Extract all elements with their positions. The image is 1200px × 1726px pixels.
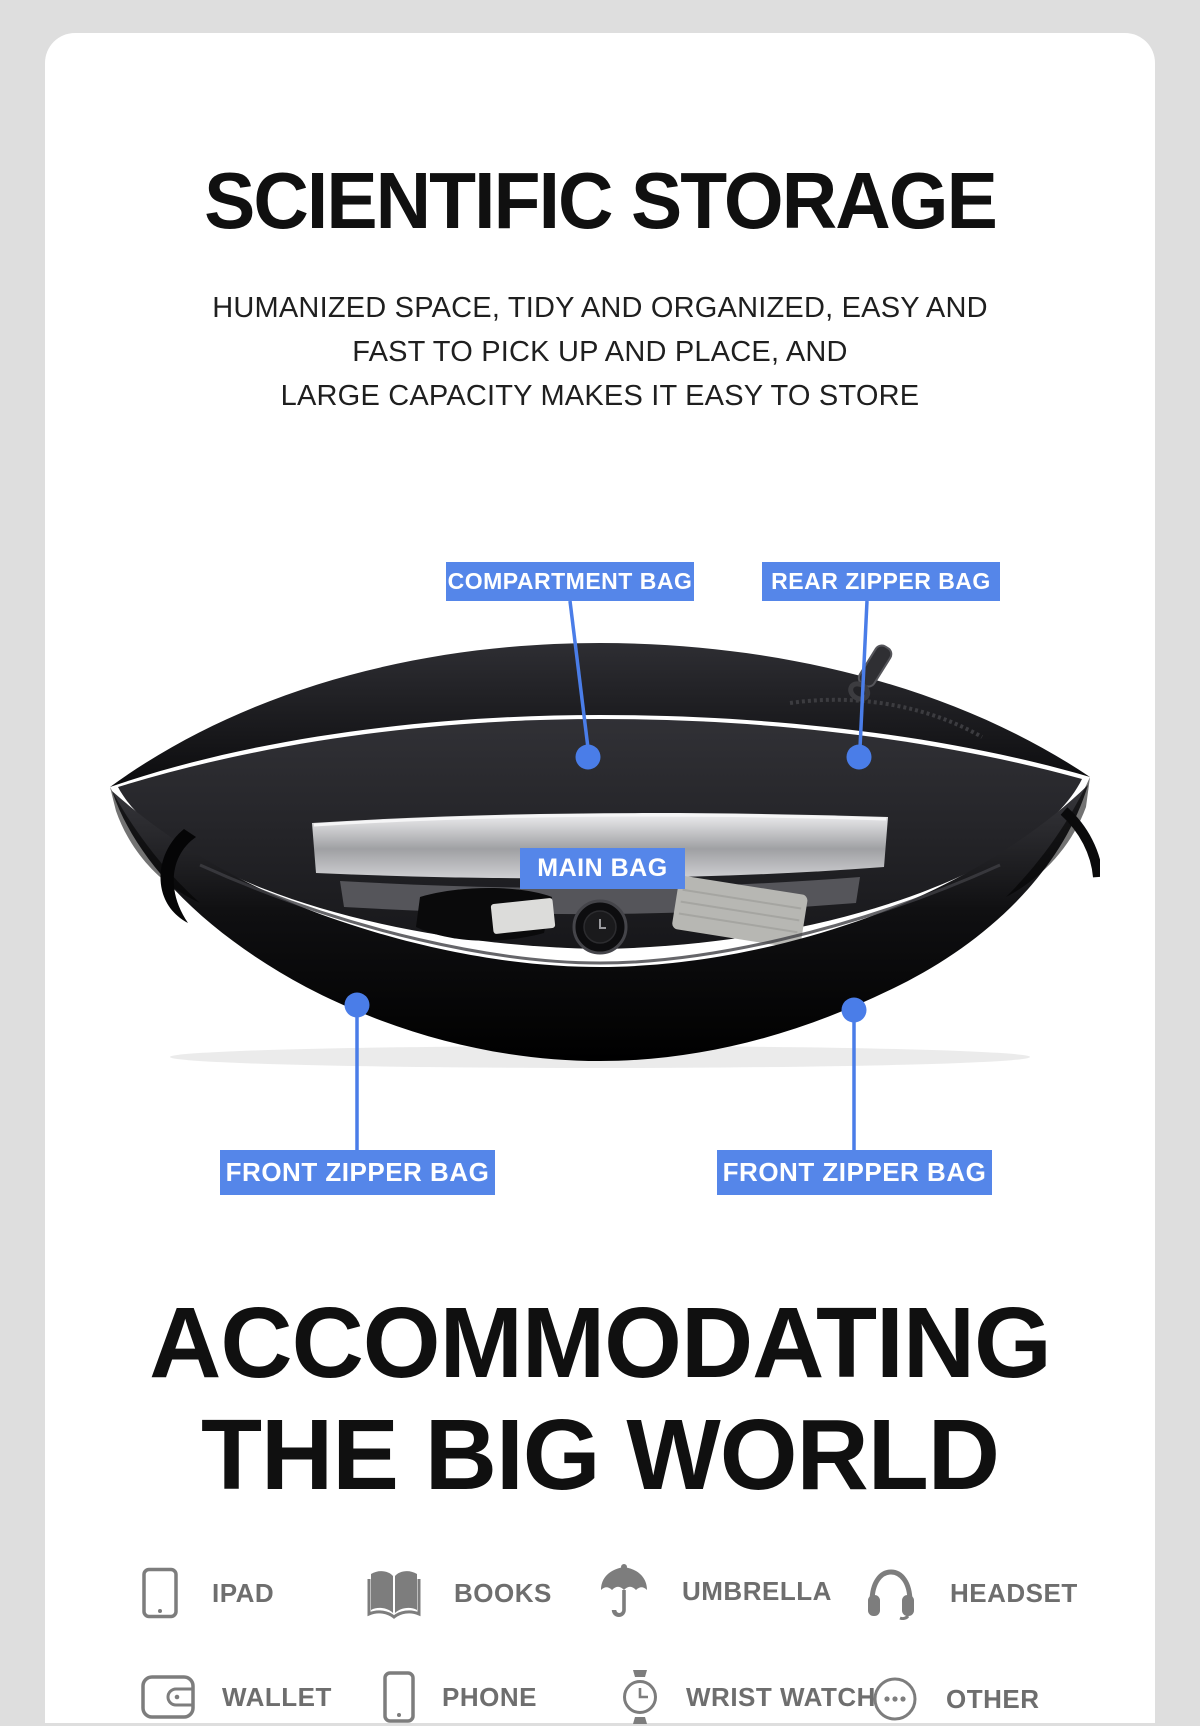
- capacity-item-books: [366, 1566, 552, 1620]
- subtitle-line-3: LARGE CAPACITY MAKES IT EASY TO STORE: [280, 380, 920, 412]
- callout-compartment-bag: COMPARTMENT BAG: [446, 562, 694, 601]
- subtitle-line-2: FAST TO PICK UP AND PLACE, AND: [352, 336, 848, 368]
- bag-illustration: [100, 615, 1100, 1070]
- tablet-icon: [140, 1567, 180, 1620]
- capacity-item-wallet: [140, 1670, 332, 1724]
- capacity-item-label: IPAD: [212, 1577, 275, 1608]
- phone-icon: [382, 1671, 416, 1723]
- callout-main-bag: MAIN BAG: [520, 848, 685, 889]
- watch-icon: [620, 1669, 660, 1725]
- capacity-item-ipad: [140, 1566, 274, 1620]
- other-icon: [870, 1674, 920, 1724]
- capacity-item-label: WRIST WATCH: [686, 1681, 876, 1712]
- callout-front-zipper-bag-left: FRONT ZIPPER BAG: [220, 1150, 495, 1195]
- storage-title: SCIENTIFIC STORAGE: [204, 156, 996, 245]
- subtitle-line-1: HUMANIZED SPACE, TIDY AND ORGANIZED, EASY AND: [212, 292, 988, 324]
- capacity-item-label: OTHER: [946, 1683, 1040, 1714]
- capacity-item-label: WALLET: [222, 1681, 332, 1712]
- world-title-line2: THE BIG WORLD: [200, 1399, 1000, 1511]
- capacity-item-label: UMBRELLA: [682, 1575, 832, 1606]
- capacity-item-label: BOOKS: [454, 1577, 552, 1608]
- bag-top-view-photo: [100, 615, 1100, 1070]
- callout-rear-zipper-bag: REAR ZIPPER BAG: [762, 562, 1000, 601]
- headset-icon: [864, 1566, 918, 1620]
- books-icon: [366, 1567, 422, 1619]
- capacity-item-wrist-watch: [620, 1670, 876, 1724]
- wallet-icon: [140, 1673, 196, 1721]
- world-title-line1: ACCOMMODATING: [149, 1287, 1051, 1399]
- capacity-item-label: PHONE: [442, 1681, 537, 1712]
- storage-subtitle: [0, 286, 1200, 418]
- capacity-item-headset: [864, 1566, 1078, 1620]
- capacity-item-label: HEADSET: [950, 1577, 1078, 1608]
- capacity-item-phone: [382, 1670, 537, 1724]
- umbrella-icon: [598, 1563, 650, 1620]
- callout-front-zipper-bag-right: FRONT ZIPPER BAG: [717, 1150, 992, 1195]
- capacity-item-umbrella: [598, 1564, 832, 1618]
- capacity-item-other: [870, 1672, 1040, 1726]
